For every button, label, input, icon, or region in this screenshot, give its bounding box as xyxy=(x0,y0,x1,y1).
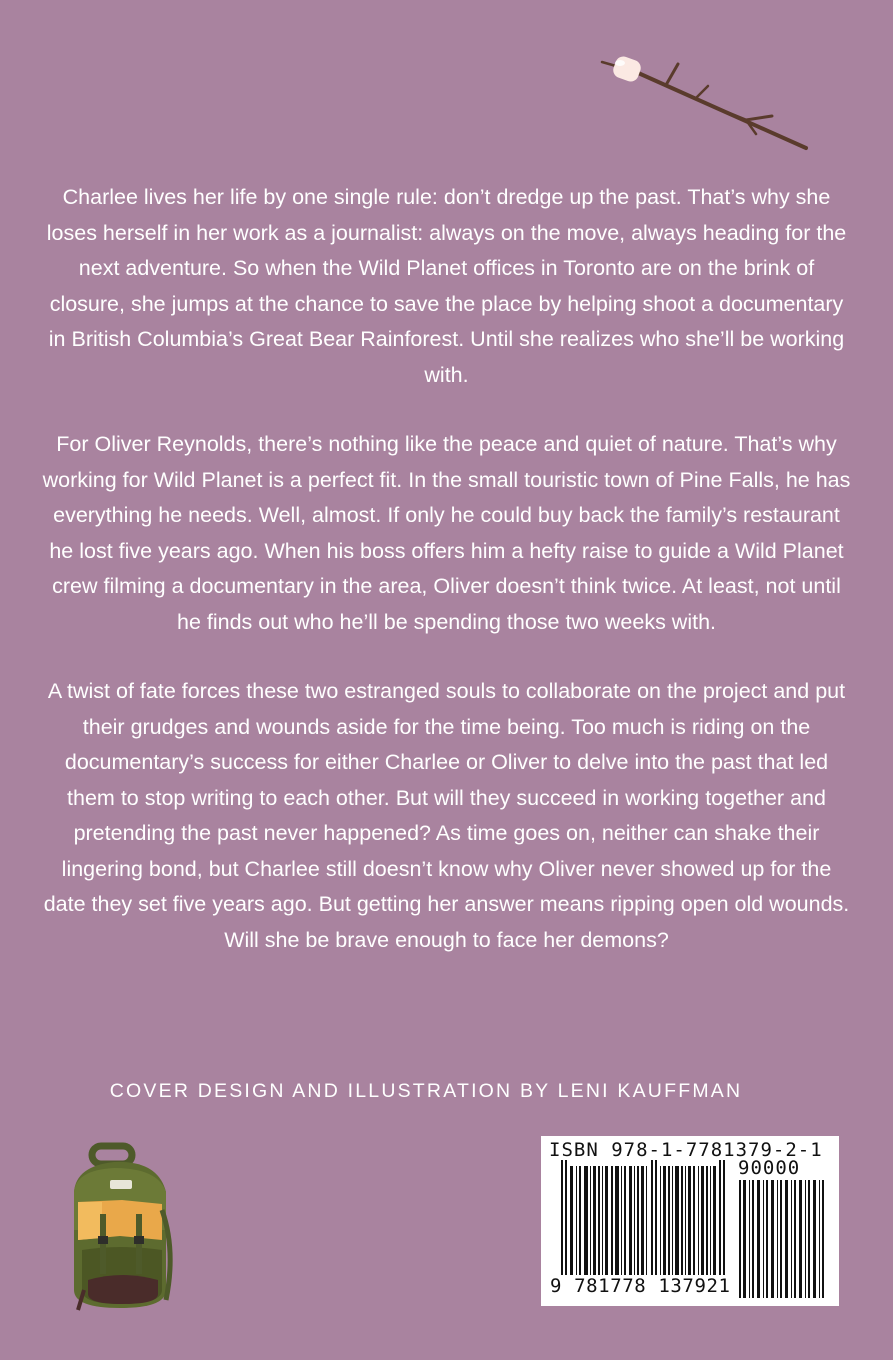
blurb-paragraph-1: Charlee lives her life by one single rule: don’t dredge up the past. That’s why she loses herself in her work as a journalist: always on the move, always heading for the next adventure. So when the Wild Planet offices in Toronto are on the brink of closure, she jumps at the chance to save the place by helping shoot a documentary in British Columbia’s Great Bear Rainforest. Until she realizes who she’ll be working with. xyxy=(46,185,847,387)
blurb-paragraph-2: For Oliver Reynolds, there’s nothing like the peace and quiet of nature. That’s why working for Wild Planet is a perfect fit. In the small touristic town of Pine Falls, he has everything he needs. Well, almost. If only he could buy back the family’s restaurant he lost five years ago. When his boss offers him a hefty raise to guide a Wild Planet crew filming a documentary in the area, Oliver doesn’t think twice. At least, not until he finds out who he’ll be spending those two weeks with. xyxy=(42,432,851,634)
blurb-text xyxy=(40,180,853,992)
ean-digits: 9 781778 137921 xyxy=(550,1275,731,1297)
isbn-barcode xyxy=(541,1136,839,1306)
isbn-label: ISBN 978-1-7781379-2-1 xyxy=(549,1139,823,1161)
marshmallow-stick-illustration xyxy=(596,50,810,154)
barcode-addon: 90000 xyxy=(738,1157,801,1179)
backpack-illustration xyxy=(62,1140,180,1316)
cover-credit: COVER DESIGN AND ILLUSTRATION BY LENI KAUFFMAN xyxy=(109,1080,743,1102)
blurb-paragraph-3: A twist of fate forces these two estranged souls to collaborate on the project and put their grudges and wounds aside for the time being. Too much is riding on the documentary’s success for either Charlee or Oliver to delve into the past that led them to stop writing to each other. But will they succeed in working together and pretending the past never happened? As time goes on, neither can shake their lingering bond, but Charlee still doesn’t know why Oliver never showed up for the date they set five years ago. But getting her answer means ripping open old wounds. Will she be brave enough to face her demons? xyxy=(43,679,850,952)
